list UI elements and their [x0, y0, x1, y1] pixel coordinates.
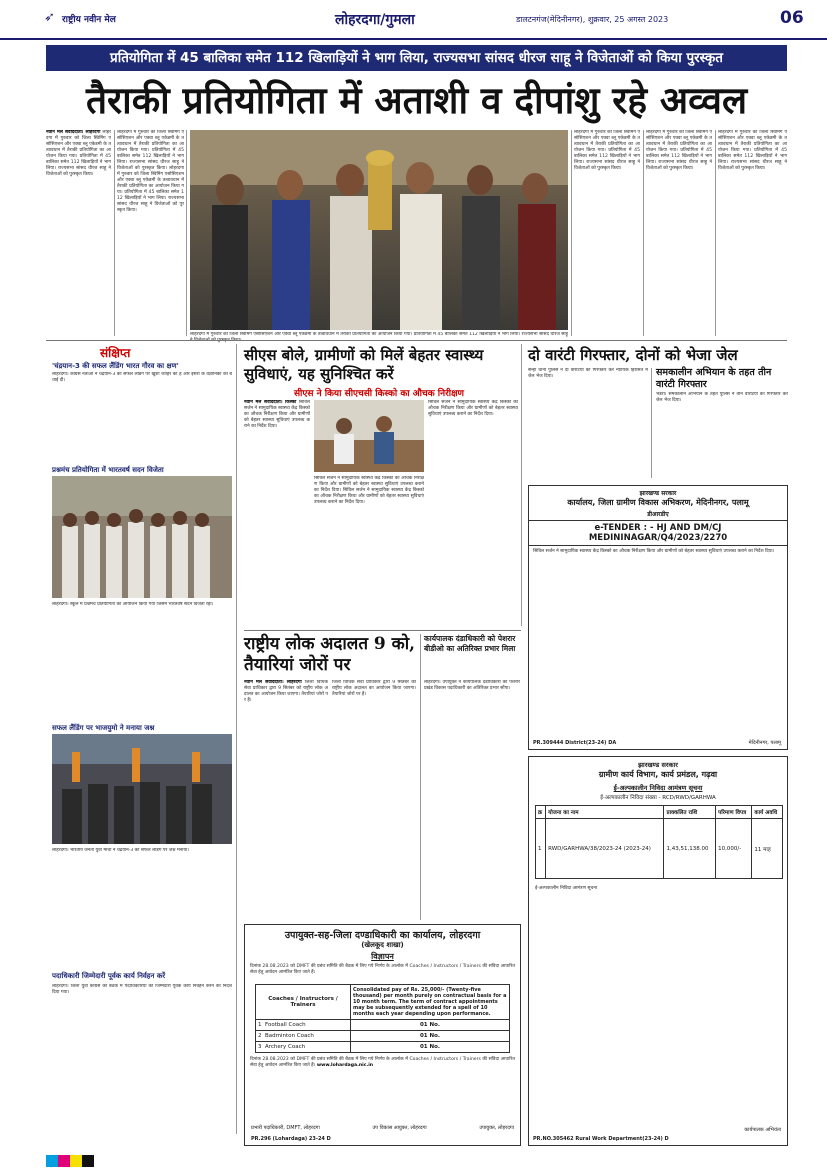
- bdo-headline: कार्यपालक दंडाधिकारी को पेशरार बीडीओ का अतिरिक्त प्रभार मिला: [424, 634, 516, 653]
- brief-text: लोहरदगा। भारतीय जनता युवा मोर्चा ने चंद्रयान-3 की सफल लैंडिंग पर जश्न मनाया।: [52, 848, 190, 853]
- coach-ad-intro: दिनांक 28.08.2023 को DMFT की प्रबंध समिति की बैठक में लिए गये निर्णय के आलोक में Coaches / Instructors / Trainers की संविदा आधारित सेवा हेतु आवेदन आमंत्रित किए जाते हैं।: [250, 964, 515, 975]
- quiz-students-photo: [52, 476, 232, 598]
- cs-story-col-3: [428, 400, 518, 625]
- rwd-cell: 1,43,51,138.00: [664, 819, 716, 879]
- coach-ad-signatures: [251, 1125, 514, 1131]
- main-headline: तैराकी प्रतियोगिता में अताशी व दीपांशु रहे अव्वल: [85, 78, 748, 122]
- story-text: सेन्हा थाना पुलिस ने दो वारंटियों को गिरफ्तार कर न्यायिक हिरासत में जेल भेज दिया।: [528, 368, 648, 379]
- coach-table: [255, 984, 510, 1053]
- coach-qty: 01 No.: [351, 1020, 510, 1031]
- rwd-head: परिमाण विपत्र: [716, 806, 752, 819]
- warrant-story-headline: दो वारंटी गिरफ्तार, दोनों को भेजा जेल: [528, 346, 738, 364]
- rwd-notice: ई-अल्पकालीन निविदा आमंत्रण सूचना: [613, 784, 703, 792]
- story-text: लोहरदगा में गुरुवार को जिला स्विमिंग एसोसिएशन और एक्वा ब्लू एकेडमी के तत्वावधान में तैराकी प्रतियोगिता का आयोजन किया गया। प्रतियोगिता में 45 बालिका समेत 112 खिलाड़ियों ने भाग लिया। राज्यसभा सांसद धीरज साहू ने विजेताओं को पुरस्कृत किया।: [117, 166, 184, 213]
- row-number: 3: [258, 1044, 262, 1050]
- tender-advertisement: [528, 485, 788, 750]
- brief-3-body: [52, 848, 232, 968]
- rwd-ref: ई-अल्पकालीन निविदा संख्या - RCD/RWD/GARHWA: [600, 795, 716, 801]
- brief-4-headline: पदाधिकारी जिम्मेदारी पूर्वक कार्य निर्वहन करें: [52, 972, 166, 980]
- brief-text: लोहरदगा। कांग्रेस नेताओं ने चंद्रयान-3 की सफल लैंडिंग पर खुशी जाहिर की है और इसरो के वैज्ञानिकों को बधाई दी।: [52, 372, 232, 383]
- rwd-cell: 10,000/-: [716, 819, 752, 879]
- rwd-text: ई-अल्पकालीन निविदा आमंत्रण सूचना: [535, 886, 598, 891]
- magenta-swatch: [58, 1155, 70, 1167]
- brief-2-body: [52, 602, 232, 720]
- swim-story-col-4: [646, 130, 712, 336]
- column-divider: [186, 130, 187, 336]
- column-divider: [651, 368, 652, 478]
- rwd-head: कार्य अवधि: [752, 806, 783, 819]
- row-number: 1: [258, 1022, 262, 1028]
- tender-sign: मेदिनीनगर, पलामू: [748, 740, 781, 746]
- rwd-office: ग्रामीण कार्य विभाग, कार्य प्रमंडल, गढ़वा: [598, 770, 718, 779]
- coach-ad-footer: PR.296 (Lohardaga) 23-24 D: [251, 1136, 331, 1142]
- swim-story-col-1: [46, 130, 111, 336]
- ad-govt: झारखण्ड सरकार: [639, 490, 677, 497]
- column-divider: [715, 130, 716, 336]
- brief-text: लोहरदगा। स्कूल में प्रश्नमंच प्रतियोगिता का आयोजन किया गया जिसमें भारतवर्ष सदन विजेता रहा।: [52, 602, 214, 607]
- rwd-cell: 11 माह: [752, 819, 783, 879]
- coach-ad-title: विज्ञापन: [371, 952, 394, 961]
- dateline: डालटनगंज(मेदिनीनगर), शुक्रवार, 25 अगस्त 2023: [516, 15, 669, 24]
- story-text: लोहरदगा में गुरुवार को जिला स्विमिंग एसोसिएशन और एक्वा ब्लू एकेडमी के तत्वावधान में तैराकी प्रतियोगिता का आयोजन किया गया। प्रतियोगिता में 45 बालिका समेत 112 खिलाड़ियों ने भाग लिया। राज्यसभा सांसद धीरज साहू ने विजेताओं को पुरस्कृत किया।: [646, 130, 712, 171]
- tender-body: [529, 546, 787, 736]
- website-link[interactable]: www.lohardaga.nic.in: [316, 1063, 374, 1068]
- signature: उपायुक्त, लोहरदगा: [479, 1125, 514, 1131]
- swim-story-col-5: [718, 130, 787, 336]
- story-text: लोहरदगा। उपायुक्त ने कार्यपालक दंडाधिकारी को पेशरार प्रखंड विकास पदाधिकारी का अतिरिक्त प्रभार सौंपा।: [424, 680, 520, 691]
- page-number: 06: [780, 8, 804, 28]
- section-divider: [46, 340, 787, 341]
- brief-1-headline: 'चंद्रयान-3 की सफल लैंडिंग भारत गौरव का क्षण': [52, 362, 179, 370]
- table-row: [256, 1042, 510, 1053]
- swim-story-col-2: [117, 130, 184, 336]
- cyan-swatch: [46, 1155, 58, 1167]
- story-text: सिविल सर्जन ने सामुदायिक स्वास्थ्य केंद्र किस्को का औचक निरीक्षण किया और ग्रामीणों को बेहतर स्वास्थ्य सुविधाएं उपलब्ध कराने का निर्देश दिया।: [314, 476, 424, 493]
- top-banner: प्रतियोगिता में 45 बालिका समेत 112 खिलाड़ियों ने भाग लिया, राज्यसभा सांसद धीरज साहू ने विजेताओं को किया पुरस्कृत: [46, 45, 787, 71]
- coach-name: Football Coach: [265, 1022, 306, 1028]
- coach-advertisement: [244, 924, 521, 1146]
- table-row: [256, 1020, 510, 1031]
- rwd-sign: कार्यपालक अभियंता: [744, 1127, 781, 1133]
- lok-adalat-headline: राष्ट्रीय लोक अदालत 9 को, तैयारियां जोरों पर: [244, 634, 416, 675]
- brief-4-body: [52, 984, 232, 1134]
- story-text: लोहरदगा में गुरुवार को जिला स्विमिंग एसोसिएशन और एक्वा ब्लू एकेडमी के तत्वावधान में तैराकी प्रतियोगिता का आयोजन किया गया। प्रतियोगिता में 45 बालिका समेत 112 खिलाड़ियों ने भाग लिया। राज्यसभा सांसद धीरज साहू ने विजेताओं को पुरस्कृत किया।: [117, 130, 184, 171]
- rwd-govt: झारखण्ड सरकार: [638, 761, 678, 769]
- rwd-head: क्र: [536, 806, 546, 819]
- brief-1-body: [52, 372, 232, 462]
- rwd-advertisement: [528, 756, 788, 1146]
- coach-qty: 01 No.: [351, 1042, 510, 1053]
- byline: नवीन मेल संवाददाता। लोहरदगा: [46, 130, 101, 135]
- column-divider: [114, 130, 115, 336]
- story-text: लोहरदगा में गुरुवार को जिला स्विमिंग एसोसिएशन और एक्वा ब्लू एकेडमी के तत्वावधान में तैराकी प्रतियोगिता का आयोजन किया गया। प्रतियोगिता में 45 बालिका समेत 112 खिलाड़ियों ने भाग लिया। राज्यसभा सांसद धीरज साहू ने विजेताओं को पुरस्कृत किया।: [718, 130, 787, 171]
- coach-name: Badminton Coach: [265, 1033, 314, 1039]
- tender-title: e-TENDER : - HJ AND DM/CJ MEDININAGAR/Q4/2023/2270: [529, 520, 787, 546]
- row-number: 2: [258, 1033, 262, 1039]
- rwd-head: प्राक्कलित राशि: [664, 806, 716, 819]
- ad-office: कार्यालय, जिला ग्रामीण विकास अभिकरण, मेदिनीनगर, पलामू: [567, 498, 749, 507]
- coach-name: Archery Coach: [265, 1044, 306, 1050]
- column-divider: [571, 130, 572, 336]
- cs-story-subhead: सीएस ने किया सीएचसी किस्को का औचक निरीक्षण: [293, 389, 465, 399]
- rwd-head: योजना का नाम: [546, 806, 664, 819]
- color-registration-strip: [46, 1152, 94, 1169]
- story-text: सिविल सर्जन ने सामुदायिक स्वास्थ्य केंद्र किस्को का औचक निरीक्षण किया और ग्रामीणों को बेहतर स्वास्थ्य सुविधाएं उपलब्ध कराने का निर्देश दिया।: [314, 488, 424, 505]
- column-divider: [420, 634, 421, 920]
- cs-story-headline: सीएस बोले, ग्रामीणों को मिलें बेहतर स्वास्थ्य सुविधाएं, यह सुनिश्चित करें: [244, 346, 484, 383]
- sankshipt-label: संक्षिप्त: [100, 346, 131, 360]
- signature: उप विकास आयुक्त, लोहरदगा: [372, 1125, 427, 1131]
- section-title: लोहरदगा/गुमला: [335, 12, 415, 28]
- story-text: जिला विधिक सेवा प्राधिकार द्वारा 9 सितंबर को राष्ट्रीय लोक अदालत का आयोजन किया जाएगा। तैयारियां जोरों पर हैं।: [244, 680, 328, 703]
- byline: नवीन मेल संवाददाता। किस्को: [244, 400, 297, 405]
- yellow-swatch: [70, 1155, 82, 1167]
- samkalin-headline: समकालीन अभियान के तहत तीन वारंटी गिरफ्तार: [656, 367, 772, 390]
- brand-bird-icon: ➶: [44, 10, 55, 25]
- tender-text: सिविल सर्जन ने सामुदायिक स्वास्थ्य केंद्र किस्को का औचक निरीक्षण किया और ग्रामीणों को बेहतर स्वास्थ्य सुविधाएं उपलब्ध कराने का निर्देश दिया।: [533, 549, 775, 554]
- swim-story-col-3: [574, 130, 640, 336]
- rwd-table: [535, 805, 783, 879]
- section-divider: [244, 630, 521, 631]
- bjym-celebration-photo: [52, 734, 232, 844]
- story-text: भंडरा। समकालीन अभियान के तहत पुलिस ने तीन वारंटियों को गिरफ्तार कर जेल भेज दिया।: [656, 392, 788, 403]
- cs-inspection-photo: [314, 400, 424, 472]
- caption-text: लोहरदगा में गुरुवार को जिला स्विमिंग एसोसिएशन और एक्वा ब्लू एकेडमी के तत्वावधान में तैराकी प्रतियोगिता का आयोजन किया गया। प्रतियोगिता में 45 बालिका समेत 112 खिलाड़ियों ने भाग लिया। राज्यसभा सांसद धीरज साहू: [190, 332, 568, 337]
- brief-text: लोहरदगा। जिला युवा कांग्रेस की बैठक में पदाधिकारियों को जिम्मेदारी पूर्वक कार्य निर्वहन करने का निर्देश दिया गया।: [52, 984, 232, 995]
- tender-footer: PR.309444 District(23-24) DA: [533, 740, 617, 746]
- rwd-body: [529, 883, 787, 1103]
- rwd-cell: RWD/GARHWA/38/2023-24 (2023-24): [546, 819, 664, 879]
- ad-dept: डीआरडीए: [647, 511, 669, 518]
- table-row: [536, 819, 783, 879]
- rwd-cell: 1: [536, 819, 546, 879]
- cs-story-col-2: [314, 476, 424, 625]
- story-text: जिला विधिक सेवा प्राधिकार द्वारा 9 सितंबर को राष्ट्रीय लोक अदालत का आयोजन किया जाएगा। तैयारियां जोरों पर हैं।: [332, 680, 416, 697]
- lok-adalat-col-1: [244, 680, 328, 920]
- coach-ad-sub: (खेलकूद शाखा): [361, 941, 404, 949]
- bdo-body: [424, 680, 520, 920]
- lok-adalat-col-2: [332, 680, 416, 920]
- story-text: लोहरदगा में गुरुवार को जिला स्विमिंग एसोसिएशन और एक्वा ब्लू एकेडमी के तत्वावधान में तैराकी प्रतियोगिता का आयोजन किया गया। प्रतियोगिता में 45 बालिका समेत 112 खिलाड़ियों ने भाग लिया। राज्यसभा सांसद धीरज साहू ने विजेताओं को पुरस्कृत किया।: [574, 130, 640, 171]
- byline: नवीन मेल संवाददाता। लोहरदगा: [244, 680, 302, 685]
- column-divider: [236, 344, 237, 1134]
- story-text: सिविल सर्जन ने सामुदायिक स्वास्थ्य केंद्र किस्को का औचक निरीक्षण किया और ग्रामीणों को बेहतर स्वास्थ्य सुविधाएं उपलब्ध कराने का निर्देश दिया।: [428, 400, 518, 417]
- coach-table-head-2: Consolidated pay of Rs. 25,000/- (Twenty-five thousand) per month purely on contractual basis for a 10 month term. The term of contract appointments may be subsequently extended for a spell of 10 months each year depending upon performance.: [351, 985, 510, 1020]
- details-text: दिनांक 28.08.2023 को DMFT की प्रबंध समिति की बैठक में लिए गये निर्णय के आलोक में Coaches / Instructors / Trainers की संविदा आधारित सेवा हेतु आवेदन आमंत्रित किए जाते हैं।: [250, 1057, 515, 1068]
- brief-2-headline: प्रश्नमंच प्रतियोगिता में भारतवर्ष सदन विजेता: [52, 466, 164, 474]
- story-text: सिविल सर्जन ने सामुदायिक स्वास्थ्य केंद्र किस्को का औचक निरीक्षण किया और ग्रामीणों को बेहतर स्वास्थ्य सुविधाएं उपलब्ध कराने का निर्देश दिया।: [244, 400, 310, 429]
- column-divider: [643, 130, 644, 336]
- signature: प्रभारी पदाधिकारी, DMFT, लोहरदगा: [251, 1125, 320, 1131]
- coach-qty: 01 No.: [351, 1031, 510, 1042]
- black-swatch: [82, 1155, 94, 1167]
- rwd-footer: PR.NO.305462 Rural Work Department(23-24) D: [533, 1136, 669, 1142]
- award-ceremony-photo: [190, 130, 568, 330]
- coach-table-head-1: Coaches / Instructors / Trainers: [256, 985, 351, 1020]
- brief-3-headline: सफल लैंडिंग पर भाजयुमो ने मनाया जश्न: [52, 724, 155, 732]
- coach-ad-office: उपायुक्त-सह-जिला दण्डाधिकारी का कार्यालय, लोहरदगा: [284, 930, 481, 941]
- warrant-story-body: [528, 368, 648, 478]
- coach-ad-details: [245, 1055, 520, 1089]
- table-row: [256, 1031, 510, 1042]
- samkalin-body: [656, 392, 788, 478]
- cs-story-col-1: [244, 400, 310, 625]
- column-divider: [521, 344, 522, 626]
- brand-name: राष्ट्रीय नवीन मेल: [62, 15, 116, 25]
- story-text: लोहरदगा में गुरुवार को जिला स्विमिंग एसोसिएशन और एक्वा ब्लू एकेडमी के तत्वावधान में तैराकी प्रतियोगिता का आयोजन किया गया। प्रतियोगिता में 45 बालिका समेत 112 खिलाड़ियों ने भाग लिया। राज्यसभा सांसद धीरज साहू ने विजेताओं को पुरस्कृत किया।: [46, 130, 111, 177]
